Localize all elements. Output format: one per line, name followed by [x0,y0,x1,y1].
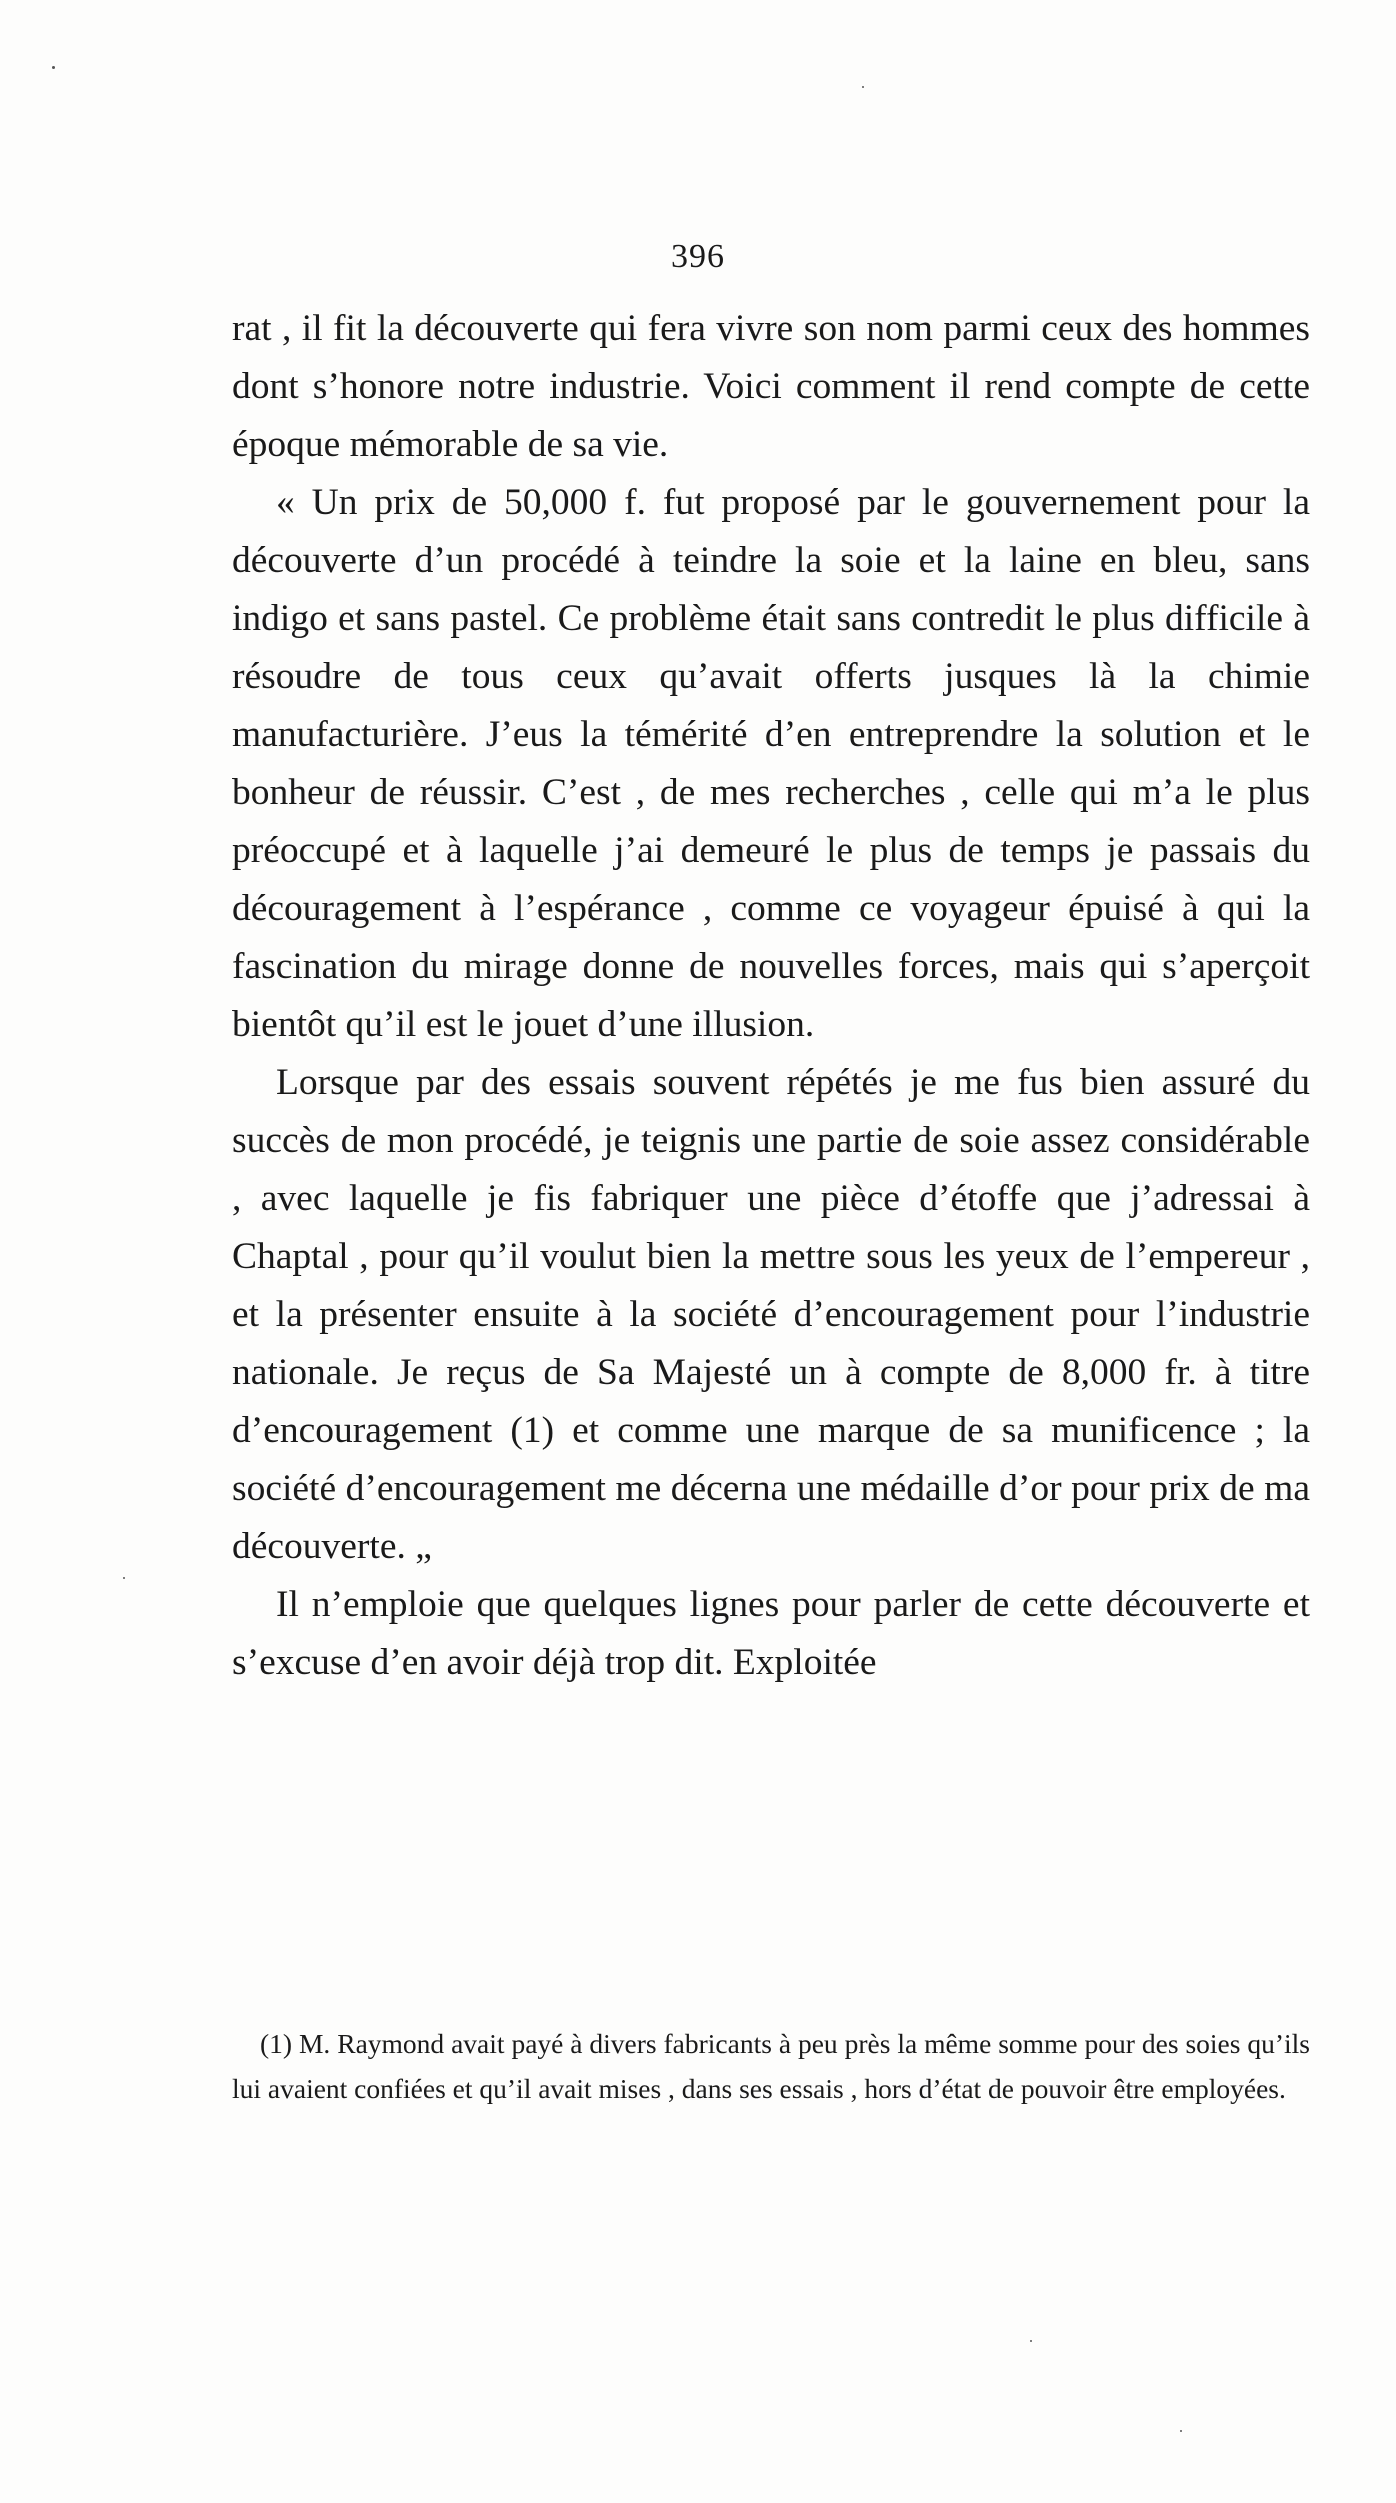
page-number: 396 [671,238,725,275]
paragraph: rat , il fit la découverte qui fera vivre son nom parmi ceux des hommes dont s’honore notre industrie. Voici comment il rend compte de cette époque mémorable de sa vie. [232,308,1310,465]
paragraph: Lorsque par des essais souvent répétés je me fus bien assuré du succès de mon procédé, je teignis une partie de soie assez considérable , avec laquelle je fis fabriquer une pièce d’étoffe que j’adressai à Chaptal , pour qu’il voulut bien la mettre sous les yeux de l’empereur , et la présenter ensuite à la société d’encouragement pour l’industrie nationale. Je reçus de Sa Majesté un à compte de 8,000 fr. à titre d’encouragement (1) et comme une marque de sa munificence ; la société d’encouragement me décerna une médaille d’or pour prix de ma découverte. „ [232,1062,1310,1567]
scan-speck [1180,2430,1182,2432]
footnote [232,2021,1310,2111]
scan-speck [862,86,864,88]
scan-speck [123,1577,125,1579]
scan-speck [52,66,55,69]
body-text [232,300,1310,1692]
paragraph: « Un prix de 50,000 f. fut proposé par le gouvernement pour la découverte d’un procédé à teindre la soie et la laine en bleu, sans indigo et sans pastel. Ce problème était sans contredit le plus difficile à résoudre de tous ceux qu’avait offerts jusques là la chimie manufacturière. J’eus la témérité d’en entreprendre la solution et le bonheur de réussir. C’est , de mes recherches , celle qui m’a le plus préoccupé et à laquelle j’ai demeuré le plus de temps je passais du découragement à l’espérance , comme ce voyageur épuisé à qui la fascination du mirage donne de nouvelles forces, mais qui s’aperçoit bientôt qu’il est le jouet d’une illusion. [232,482,1310,1045]
footnote-text: (1) M. Raymond avait payé à divers fabricants à peu près la même somme pour des soies qu’ils lui avaient confiées et qu’il avait mises , dans ses essais , hors d’état de pouvoir être employées. [232,2028,1310,2104]
paragraph: Il n’emploie que quelques lignes pour parler de cette découverte et s’excuse d’en avoir déjà trop dit. Exploitée [232,1584,1310,1683]
scan-speck [1030,2340,1032,2342]
